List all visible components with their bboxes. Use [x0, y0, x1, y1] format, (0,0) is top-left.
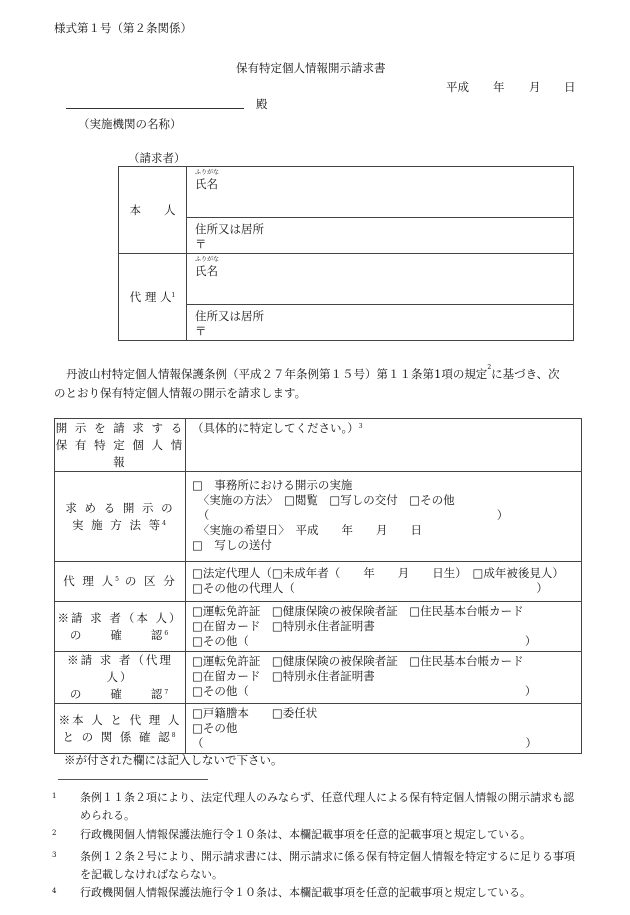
principal-address-label: 住所又は居所 — [195, 222, 264, 236]
row-method — [55, 472, 582, 562]
agent-label-text: 代 理 人 — [129, 289, 172, 304]
id-option-line[interactable]: □その他（ ） — [192, 684, 537, 698]
row-agent-check — [55, 652, 582, 704]
footnote-ref-4: 4 — [162, 519, 168, 527]
id-option-line[interactable]: □その他（ ） — [192, 634, 537, 648]
row-agent-type — [55, 562, 582, 602]
agency-name-label: （実施機関の名称） — [78, 117, 182, 131]
row-label-line: 保 有 特 定 個 人 情 報 — [55, 437, 185, 469]
footnote-ref-7: 7 — [164, 689, 171, 696]
id-option-line[interactable]: □在留カード □特別永住者証明書 — [192, 619, 375, 633]
principal-postal: 〒 — [195, 237, 207, 251]
date-day: 日 — [564, 80, 576, 94]
intro-line-1 — [66, 366, 560, 382]
footnote-number: 4 — [52, 887, 57, 895]
principal-id-options[interactable] — [186, 602, 582, 652]
requester-table — [118, 166, 574, 341]
row-label-line: の 区 分 — [124, 574, 177, 588]
agent-type-options[interactable] — [186, 562, 582, 602]
option-mail-copy[interactable]: □ 写しの送付 — [192, 538, 272, 552]
option-other-agent[interactable]: □その他の代理人（ ） — [192, 581, 548, 595]
intro-text-1-tail: に基づき、次 — [491, 367, 560, 381]
agent-address-label: 住所又は居所 — [195, 309, 264, 323]
footnote-text: 行政機関個人情報保護法施行令１０条は、本欄記載事項を任意的記載事項と規定している。 — [80, 828, 531, 841]
row-label-line: ※請 求 者（本 人） — [57, 610, 183, 625]
footnote-2 — [52, 826, 582, 844]
footnote-text: 条例１２条２号により、開示請求書には、開示請求に係る保有特定個人情報を特定するに足りる事項を記載しなければならない。 — [80, 850, 575, 881]
row-label — [55, 419, 186, 472]
row-label-line: 実 施 方 法 等 — [72, 517, 163, 532]
footnote-number: 3 — [52, 851, 57, 859]
option-other-field[interactable]: （ ） — [192, 508, 509, 522]
agent-name-cell[interactable] — [187, 254, 574, 305]
row-label-line: ※本 人 と 代 理 人 — [58, 712, 182, 727]
date-year: 年 — [493, 80, 505, 94]
agent-postal: 〒 — [195, 324, 207, 338]
footnote-3 — [52, 848, 582, 884]
row-label-line: と の 関 係 確 認 — [62, 729, 172, 744]
date-era: 平成 — [446, 80, 469, 94]
row-label-line: 求 め る 開 示 の — [65, 500, 175, 515]
option-desired-date[interactable]: 〈実施の希望日〉 平成 年 月 日 — [192, 523, 422, 537]
intro-line-2: のとおり保有特定個人情報の開示を請求します。 — [54, 386, 307, 400]
relationship-option-line[interactable]: □その他（ ） — [192, 721, 537, 750]
row-label — [55, 472, 186, 562]
row-label — [55, 704, 186, 754]
page-title: 保有特定個人情報開示請求書 — [236, 61, 386, 75]
target-info-field[interactable] — [186, 419, 582, 472]
row-label — [55, 602, 186, 652]
method-options[interactable] — [186, 472, 582, 562]
table-note: ※が付された欄には記入しないで下さい。 — [64, 753, 283, 767]
id-option-line[interactable]: □運転免許証 □健康保険の被保険者証 □住民基本台帳カード — [192, 604, 524, 618]
footnote-number: 1 — [52, 792, 57, 800]
row-label-line: ※請 求 者（代理人） — [67, 653, 173, 684]
target-info-instruction: （具体的に特定してください。） — [192, 421, 359, 435]
agent-id-options[interactable] — [186, 652, 582, 704]
relationship-option-line[interactable]: □戸籍謄本 □委任状 — [192, 706, 318, 720]
principal-label-text: 本 人 — [129, 202, 176, 217]
row-target-info — [55, 419, 582, 472]
principal-furigana: ふりがな — [195, 169, 220, 176]
row-relationship-check — [55, 704, 582, 754]
footnote-text: 行政機関個人情報保護法施行令１０条は、本欄記載事項を任意的記載事項と規定している。 — [80, 886, 531, 899]
footnote-number: 2 — [52, 829, 57, 837]
row-label-line: 代 理 人 — [63, 574, 116, 588]
agent-furigana: ふりがな — [195, 256, 220, 263]
row-principal-check — [55, 602, 582, 652]
option-office-disclosure[interactable]: □ 事務所における開示の実施 — [192, 478, 353, 492]
agent-footnote-ref: 1 — [171, 291, 176, 299]
agent-address-cell[interactable] — [187, 305, 574, 341]
footnote-ref-5: 5 — [115, 576, 121, 583]
id-option-line[interactable]: □在留カード □特別永住者証明書 — [192, 669, 375, 683]
row-label-line: の 確 認 — [69, 627, 165, 642]
addressee-suffix: 殿 — [256, 97, 268, 111]
intro-footnote-ref: 2 — [487, 364, 492, 371]
row-label — [55, 652, 186, 704]
footnote-text: 条例１１条２項により、法定代理人のみならず、任意代理人による保有特定個人情報の開示請求も認められる。 — [80, 791, 575, 822]
relationship-options[interactable] — [186, 704, 582, 754]
principal-name-label: 氏名 — [195, 177, 218, 191]
footnote-ref-8: 8 — [171, 731, 178, 739]
footnote-ref-3: 3 — [358, 423, 363, 430]
row-label-line: の 確 認 — [69, 687, 165, 701]
option-legal-agent[interactable]: □法定代理人（□未成年者（ 年 月 日生） □成年被後見人） — [192, 566, 564, 580]
id-option-line[interactable]: □運転免許証 □健康保険の被保険者証 □住民基本台帳カード — [192, 654, 524, 668]
agent-label — [119, 254, 187, 341]
footnote-1 — [52, 789, 582, 825]
agent-name-label: 氏名 — [195, 264, 218, 278]
date-month: 月 — [529, 80, 541, 94]
footnote-4 — [52, 884, 582, 902]
intro-text-1: 丹波山村特定個人情報保護条例（平成２７年条例第１５号）第１１条第1項の規定 — [66, 367, 488, 381]
row-label — [55, 562, 186, 602]
requester-label: （請求者） — [128, 151, 186, 165]
principal-label — [119, 167, 187, 254]
form-id: 様式第１号（第２条関係） — [54, 21, 192, 35]
option-method-choices[interactable]: 〈実施の方法〉 □閲覧 □写しの交付 □その他 — [192, 493, 455, 507]
principal-address-cell[interactable] — [187, 218, 574, 254]
request-table — [54, 418, 582, 754]
row-label-line: 開 示 を 請 求 す る — [55, 420, 185, 435]
principal-name-cell[interactable] — [187, 167, 574, 218]
footnote-ref-6: 6 — [164, 629, 171, 637]
footnote-separator — [58, 779, 208, 780]
addressee-line[interactable] — [66, 108, 244, 109]
